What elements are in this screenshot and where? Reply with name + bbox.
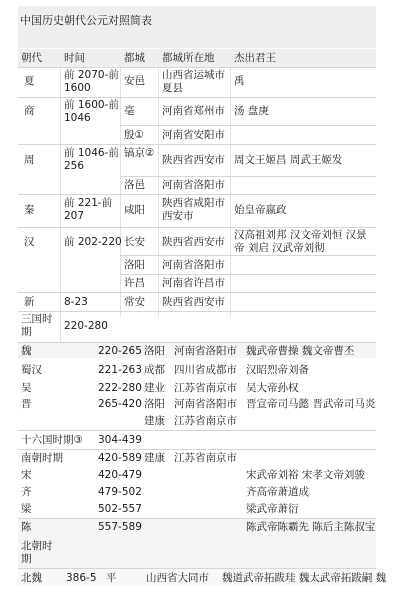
- header-time: 时间: [64, 52, 85, 64]
- row-qin-capital: 咸阳: [124, 204, 145, 216]
- row-beiwei-dynasty: 北魏: [21, 572, 42, 584]
- row-xin-time: 8-23: [64, 296, 88, 308]
- row-xia-location: 山西省运城市 夏县: [162, 69, 225, 94]
- row-sanguo-dynasty: 三国时 期: [21, 313, 53, 338]
- row-chen-dynasty: 陈: [21, 521, 32, 533]
- row-han-location: 陕西省西安市: [162, 236, 225, 248]
- row-xia-time: 前 2070-前 1600: [64, 69, 119, 94]
- col-separator: [158, 67, 159, 317]
- row-zhou-time: 前 1046-前 256: [64, 147, 119, 172]
- row-separator: [18, 292, 376, 293]
- row-qi-dynasty: 齐: [21, 486, 32, 498]
- row-separator: [120, 125, 376, 126]
- row-separator: [18, 194, 376, 195]
- row-yin-location: 河南省安阳市: [162, 129, 225, 141]
- row-luoyang-location: 河南省洛阳市: [162, 259, 225, 271]
- row-xia-capital: 安邑: [124, 75, 145, 87]
- row-shuhan-ruler: 汉昭烈帝刘备: [246, 364, 309, 376]
- row-separator: [120, 274, 376, 275]
- row-jin-time: 265-420: [98, 398, 142, 410]
- row-qi-ruler: 齐高帝萧道成: [246, 486, 309, 498]
- row-luoyang-capital: 洛阳: [124, 259, 145, 271]
- row-shuhan-time: 221-263: [98, 364, 142, 376]
- row-jin-location: 河南省洛阳市: [174, 398, 237, 410]
- row-beiwei-ruler: 魏道武帝拓跋珪 魏太武帝拓跋嗣 魏: [222, 572, 387, 584]
- row-separator: [18, 144, 376, 145]
- row-song-ruler: 宋武帝刘裕 宋孝文帝刘骏: [246, 469, 365, 481]
- row-shiliuguo-dynasty: 十六国时期③: [21, 434, 83, 446]
- row-shang-location: 河南省郑州市: [162, 105, 225, 117]
- row-beiwei-location: 山西省大同市: [146, 572, 209, 584]
- row-separator: [120, 176, 376, 177]
- row-xin-capital: 常安: [124, 296, 145, 308]
- row-separator: [18, 449, 376, 450]
- row-qin-location: 陕西省咸阳市 西安市: [162, 197, 225, 222]
- header-dynasty: 朝代: [21, 52, 42, 64]
- row-xia-ruler: 禹: [234, 75, 245, 87]
- row-shuhan-capital: 成都: [144, 364, 165, 376]
- row-separator: [18, 67, 376, 68]
- row-wei-time: 220-265: [98, 345, 142, 357]
- row-nanchao-dynasty: 南朝时期: [21, 452, 63, 464]
- row-shuhan-location: 四川省成都市: [174, 364, 237, 376]
- header-capital: 都城: [124, 52, 145, 64]
- row-han-dynasty: 汉: [24, 236, 35, 248]
- row-liang-dynasty: 梁: [21, 503, 32, 515]
- row-zhou-location: 陕西省西安市: [162, 154, 225, 166]
- row-separator: [18, 342, 376, 343]
- row-shang-time: 前 1600-前 1046: [64, 99, 119, 124]
- row-wu-ruler: 吴大帝孙权: [246, 382, 299, 394]
- row-jin-dynasty: 晋: [21, 398, 32, 410]
- col-separator: [120, 67, 121, 317]
- row-qi-time: 479-502: [98, 486, 142, 498]
- row-shang-ruler: 汤 盘庚: [234, 105, 269, 117]
- row-qin-dynasty: 秦: [24, 204, 35, 216]
- title-band: [18, 6, 376, 48]
- row-qin-time: 前 221-前 207: [64, 197, 113, 222]
- row-xia-dynasty: 夏: [24, 75, 35, 87]
- row-wei-ruler: 魏武帝曹操 魏文帝曹丕: [246, 345, 355, 357]
- row-chen-ruler: 陈武帝陈霸先 陈后主陈叔宝: [246, 521, 376, 533]
- row-liang-time: 502-557: [98, 503, 142, 515]
- row-zhou-ruler: 周文王姬昌 周武王姬发: [234, 154, 343, 166]
- row-xin-dynasty: 新: [24, 296, 35, 308]
- row-separator: [18, 568, 376, 569]
- row-xin-location: 陕西省西安市: [162, 296, 225, 308]
- row-shuhan-dynasty: 蜀汉: [21, 364, 42, 376]
- row-sanguo-time: 220-280: [64, 320, 108, 332]
- row-separator: [18, 518, 376, 519]
- row-nanchao-capital: 建康: [144, 452, 165, 464]
- row-separator: [18, 311, 376, 312]
- row-han-capital: 长安: [124, 236, 145, 248]
- row-separator: [18, 227, 376, 228]
- row-qin-ruler: 始皇帝嬴政: [234, 204, 287, 216]
- row-xuchang-capital: 许昌: [124, 277, 145, 289]
- row-wei-dynasty: 魏: [21, 345, 32, 357]
- col-separator: [60, 67, 61, 342]
- col-separator: [230, 67, 231, 317]
- row-separator: [18, 430, 376, 431]
- row-separator: [120, 255, 376, 256]
- row-beichao-dynasty: 北朝时 期: [21, 540, 53, 565]
- row-zhou-dynasty: 周: [24, 154, 35, 166]
- row-chen-time: 557-589: [98, 521, 142, 533]
- row-beiwei-time: 386-5: [66, 572, 97, 584]
- row-song-dynasty: 宋: [21, 469, 32, 481]
- row-zhou-capital: 镐京②: [124, 147, 155, 159]
- row-wu-time: 222-280: [98, 382, 142, 394]
- row-luoyi-location: 河南省洛阳市: [162, 179, 225, 191]
- row-nanchao-time: 420-589: [98, 452, 142, 464]
- header-location: 都城所在地: [162, 52, 215, 64]
- row-wu-location: 江苏省南京市: [174, 382, 237, 394]
- row-liang-ruler: 梁武帝萧衍: [246, 503, 299, 515]
- row-shiliuguo-time: 304-439: [98, 434, 142, 446]
- row-jin-capital: 洛阳: [144, 398, 165, 410]
- page-title: 中国历史朝代公元对照简表: [20, 14, 152, 27]
- row-jiankang-capital: 建康: [144, 415, 165, 427]
- row-luoyi-capital: 洛邑: [124, 179, 145, 191]
- row-song-time: 420-479: [98, 469, 142, 481]
- row-wu-capital: 建业: [144, 382, 165, 394]
- row-wu-dynasty: 吴: [21, 382, 32, 394]
- row-shang-capital: 亳: [124, 105, 135, 117]
- row-han-ruler: 汉高祖刘邦 汉文帝刘恒 汉景帝 刘启 汉武帝刘彻: [234, 229, 367, 254]
- header-ruler: 杰出君王: [234, 52, 276, 64]
- row-separator: [18, 97, 376, 98]
- row-beiwei-capital: 平: [106, 572, 117, 584]
- row-wei-location: 河南省洛阳市: [174, 345, 237, 357]
- row-xuchang-location: 河南省许昌市: [162, 277, 225, 289]
- row-han-time: 前 202-220: [64, 236, 122, 248]
- row-wei-capital: 洛阳: [144, 345, 165, 357]
- row-jin-ruler: 晋宣帝司马懿 晋武帝司马炎: [246, 398, 376, 410]
- row-jiankang-location: 江苏省南京市: [174, 415, 237, 427]
- row-yin-capital: 殷①: [124, 129, 144, 141]
- row-nanchao-location: 江苏省南京市: [174, 452, 237, 464]
- row-shang-dynasty: 商: [24, 105, 35, 117]
